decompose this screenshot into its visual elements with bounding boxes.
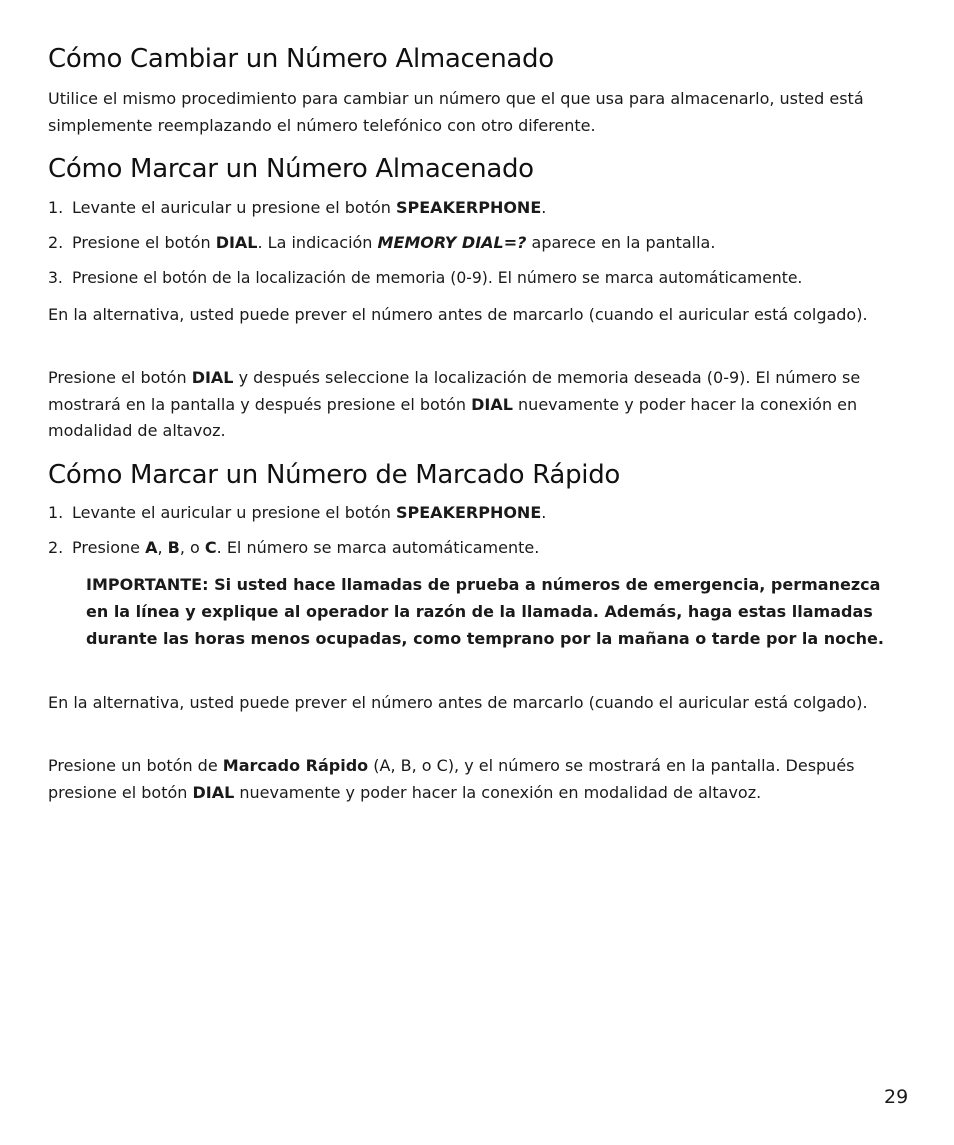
alternative-note: En la alternativa, usted puede prever el número antes de marcarlo (cuando el auricular está colgado). xyxy=(48,693,868,712)
section-heading-speed-dial: Cómo Marcar un Número de Marcado Rápido xyxy=(48,460,621,490)
section-heading-change-stored: Cómo Cambiar un Número Almacenado xyxy=(48,44,554,74)
important-notice: IMPORTANTE: Si usted hace llamadas de prueba a números de emergencia, permanezca en la línea y explique al operador la razón de la llamada. Además, haga estas llamadas durante las horas menos ocupadas, como temprano por la mañana o tarde por la noche. xyxy=(86,575,884,648)
speakerphone-label: SPEAKERPHONE xyxy=(396,503,542,522)
list-item: 1. Levante el auricular u presione el botón SPEAKERPHONE. xyxy=(48,198,547,217)
dial-label: DIAL xyxy=(215,233,258,252)
list-item: 1. Levante el auricular u presione el botón SPEAKERPHONE. xyxy=(48,503,547,522)
speakerphone-label: SPEAKERPHONE xyxy=(396,198,542,217)
speed-dial-paragraph: Presione un botón de Marcado Rápido (A, B, o C), y el número se mostrará en la pantalla. Después presione el botón DIAL nuevamente y poder hacer la conexión en modalidad de altavoz. xyxy=(48,756,855,802)
section-heading-dial-stored: Cómo Marcar un Número Almacenado xyxy=(48,154,534,184)
list-item: 2. Presione el botón DIAL. La indicación MEMORY DIAL=? aparece en la pantalla. xyxy=(48,233,716,252)
list-item: 3. Presione el botón de la localización de memoria (0-9). El número se marca automáticamente. xyxy=(48,269,803,287)
memory-dial-indicator: MEMORY DIAL=? xyxy=(377,233,527,252)
page-number: 29 xyxy=(884,1086,909,1108)
list-item: 2. Presione A, B, o C. El número se marca automáticamente. xyxy=(48,538,540,557)
alternative-note: En la alternativa, usted puede prever el número antes de marcarlo (cuando el auricular está colgado). xyxy=(48,305,868,324)
dial-paragraph: Presione el botón DIAL y después seleccione la localización de memoria deseada (0-9). El número se mostrará en la pantalla y después presione el botón DIAL nuevamente y poder hacer la conexión en modalidad de altavoz. xyxy=(48,368,861,440)
section-body-change-stored: Utilice el mismo procedimiento para cambiar un número que el que usa para almacenarlo, usted está simplemente reemplazando el número telefónico con otro diferente. xyxy=(48,89,864,135)
